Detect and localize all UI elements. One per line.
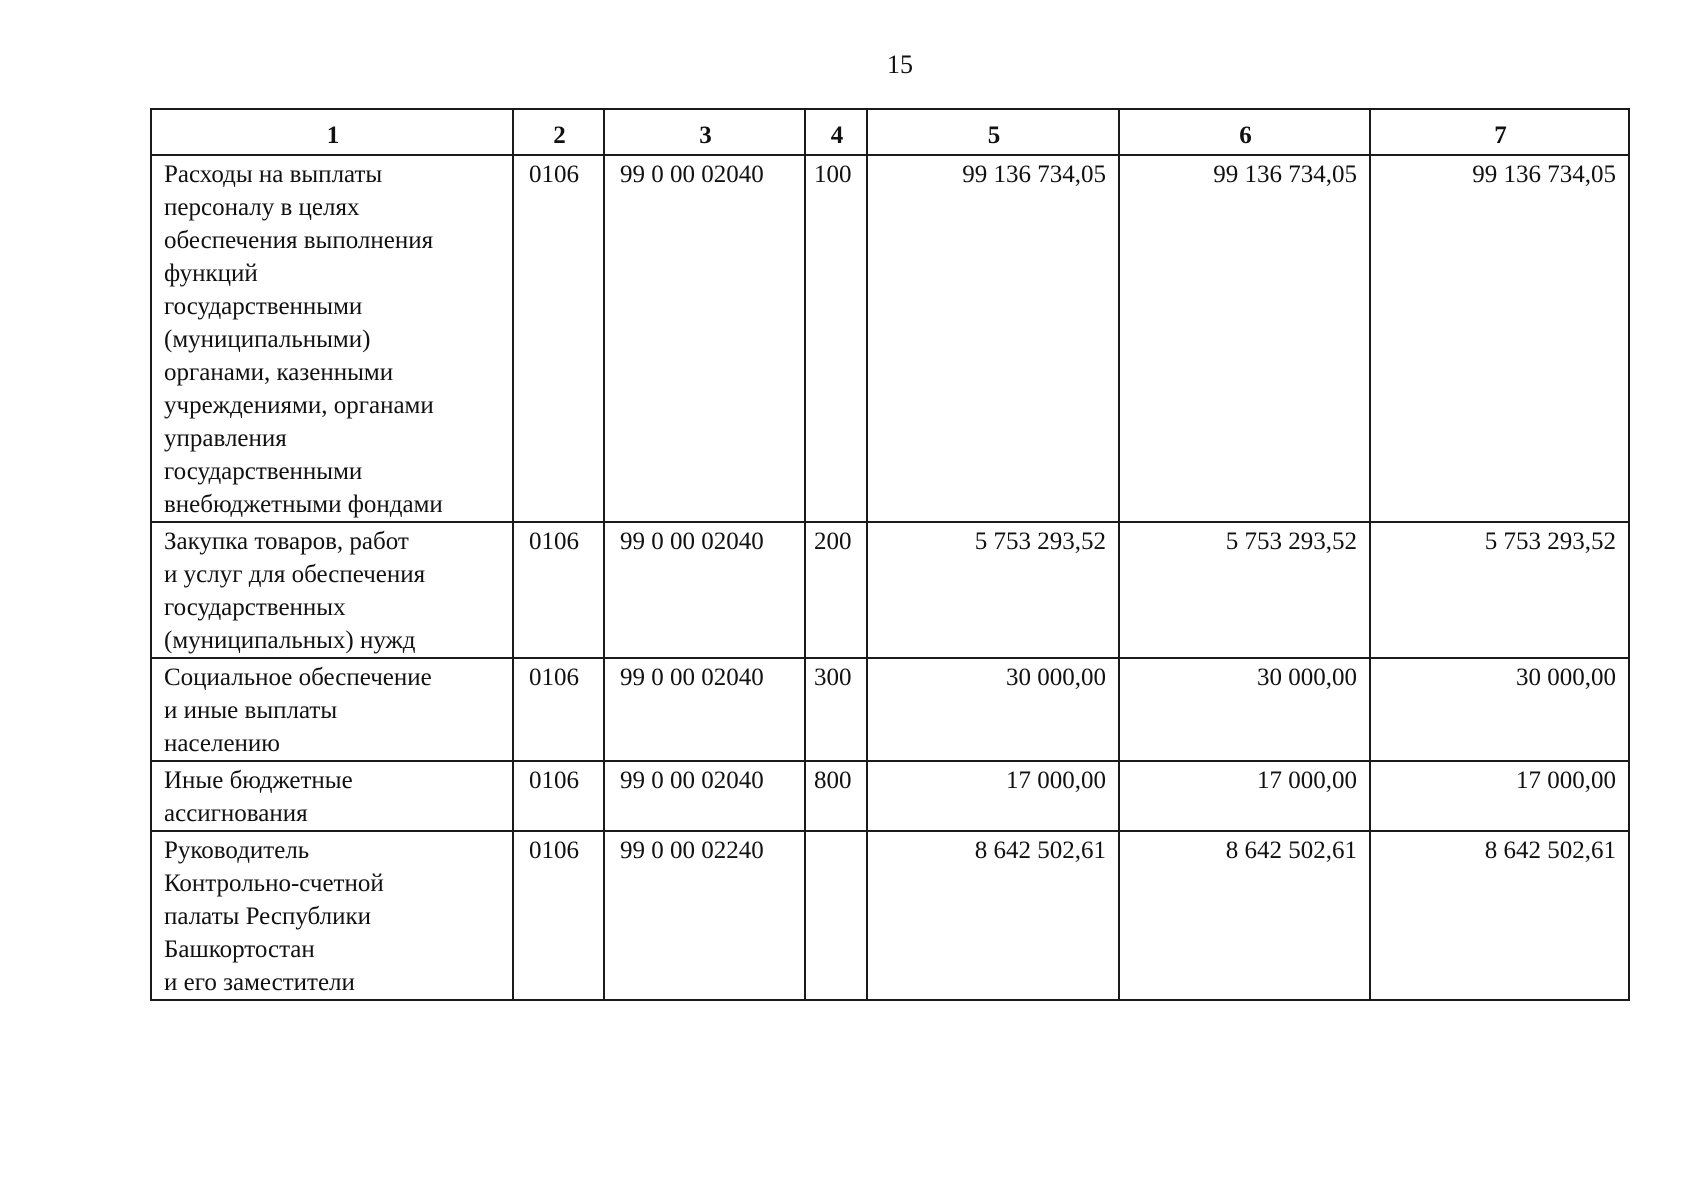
expense-kind-cell <box>805 831 867 1000</box>
table-row <box>151 761 1629 831</box>
table-row <box>151 658 1629 761</box>
amount-col6-cell: 5 753 293,52 <box>1119 522 1370 658</box>
amount-col6-cell: 17 000,00 <box>1119 761 1370 831</box>
amount-col5-cell: 30 000,00 <box>867 658 1119 761</box>
amount-col5-cell: 8 642 502,61 <box>867 831 1119 1000</box>
column-header-7: 7 <box>1370 109 1629 155</box>
budget-table <box>150 108 1630 1001</box>
column-header-2: 2 <box>513 109 604 155</box>
amount-col7-cell: 99 136 734,05 <box>1370 155 1629 522</box>
target-article-cell: 99 0 00 02040 <box>604 761 805 831</box>
amount-col6-cell: 99 136 734,05 <box>1119 155 1370 522</box>
column-header-6: 6 <box>1119 109 1370 155</box>
section-code-cell: 0106 <box>513 831 604 1000</box>
section-code-cell: 0106 <box>513 658 604 761</box>
column-header-4: 4 <box>805 109 867 155</box>
section-code-cell: 0106 <box>513 155 604 522</box>
expense-kind-cell: 200 <box>805 522 867 658</box>
expense-name-cell: Иные бюджетные ассигнования <box>151 761 513 831</box>
target-article-cell: 99 0 00 02040 <box>604 658 805 761</box>
table-body <box>151 155 1629 1000</box>
amount-col5-cell: 5 753 293,52 <box>867 522 1119 658</box>
expense-name-cell: Руководитель Контрольно-счетной палаты Республики Башкортостан и его заместители <box>151 831 513 1000</box>
expense-kind-cell: 800 <box>805 761 867 831</box>
expense-kind-cell: 100 <box>805 155 867 522</box>
expense-name-cell: Закупка товаров, работ и услуг для обеспечения государственных (муниципальных) нужд <box>151 522 513 658</box>
column-header-5: 5 <box>867 109 1119 155</box>
section-code-cell: 0106 <box>513 761 604 831</box>
table-row <box>151 831 1629 1000</box>
section-code-cell: 0106 <box>513 522 604 658</box>
amount-col6-cell: 30 000,00 <box>1119 658 1370 761</box>
amount-col6-cell: 8 642 502,61 <box>1119 831 1370 1000</box>
amount-col7-cell: 30 000,00 <box>1370 658 1629 761</box>
expense-name-cell: Расходы на выплаты персоналу в целях обеспечения выполнения функций государственными (муниципальными) органами, казенными учреждениями, органами управления государственными внебюджетными фондами <box>151 155 513 522</box>
table-header <box>151 109 1629 155</box>
target-article-cell: 99 0 00 02040 <box>604 155 805 522</box>
expense-kind-cell: 300 <box>805 658 867 761</box>
column-header-3: 3 <box>604 109 805 155</box>
header-row <box>151 109 1629 155</box>
target-article-cell: 99 0 00 02040 <box>604 522 805 658</box>
amount-col7-cell: 5 753 293,52 <box>1370 522 1629 658</box>
amount-col5-cell: 99 136 734,05 <box>867 155 1119 522</box>
column-header-1: 1 <box>151 109 513 155</box>
expense-name-cell: Социальное обеспечение и иные выплаты населению <box>151 658 513 761</box>
table-row <box>151 522 1629 658</box>
target-article-cell: 99 0 00 02240 <box>604 831 805 1000</box>
amount-col7-cell: 17 000,00 <box>1370 761 1629 831</box>
amount-col5-cell: 17 000,00 <box>867 761 1119 831</box>
table-row <box>151 155 1629 522</box>
amount-col7-cell: 8 642 502,61 <box>1370 831 1629 1000</box>
page-number: 15 <box>887 50 913 79</box>
